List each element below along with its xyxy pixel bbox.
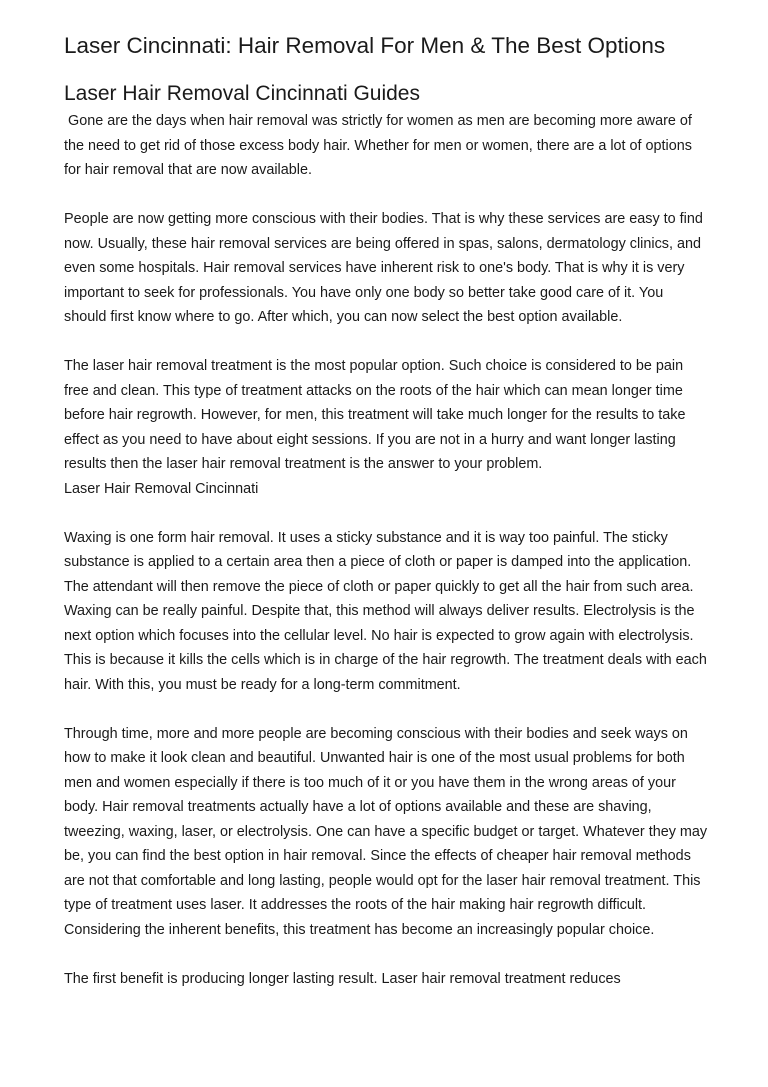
- document-page: [64, 30, 709, 1016]
- paragraph-link-text: Laser Hair Removal Cincinnati: [64, 480, 259, 497]
- paragraph-services: People are now getting more conscious with their bodies. That is why these services are easy to find now. Usually, these hair removal services are being offered in spas, salons, dermatology clinics, and even some hospitals. Hair removal services have inherent risk to one's body. That is why it is very important to seek for professionals. You have only one body so better take good care of it. You should first know where to go. After which, you can now select the best option available.: [64, 211, 703, 325]
- paragraph-laser-treatment: The laser hair removal treatment is the most popular option. Such choice is considered to be pain free and clean. This type of treatment attacks on the roots of the hair which can mean longer time before hair regrowth. However, for men, this treatment will take much longer for the results to take effect as you need to have about eight sessions. If you are not in a hurry and want longer lasting results then the laser hair removal treatment is the answer to your problem.: [64, 358, 686, 472]
- paragraph-options: Through time, more and more people are becoming conscious with their bodies and seek ways on how to make it look clean and beautiful. Unwanted hair is one of the most usual problems for both men and women especially if there is too much of it or you have them in the wrong areas of your body. Hair removal treatments actually have a lot of options available and these are shaving, tweezing, waxing, laser, or electrolysis. One can have a specific budget or target. Whatever they may be, you can find the best option in hair removal. Since the effects of cheaper hair removal methods are not that comfortable and long lasting, people would opt for the laser hair removal treatment. This type of treatment uses laser. It addresses the roots of the hair making hair regrowth difficult. Considering the inherent benefits, this treatment has become an increasingly popular choice.: [64, 725, 708, 938]
- paragraph-intro: Gone are the days when hair removal was strictly for women as men are becoming more aware of the need to get rid of those excess body hair. Whether for men or women, there are a lot of options for hair removal that are now available.: [64, 113, 692, 178]
- document-subtitle: Laser Hair Removal Cincinnati Guides: [64, 82, 420, 105]
- document-title: Laser Cincinnati: Hair Removal For Men & The Best Options: [64, 33, 666, 58]
- paragraph-waxing: Waxing is one form hair removal. It uses a sticky substance and it is way too painful. The sticky substance is applied to a certain area then a piece of cloth or paper is damped into the application. The attendant will then remove the piece of cloth or paper quickly to get all the hair from such area. Waxing can be really painful. Despite that, this method will always deliver results. Electrolysis is the next option which focuses into the cellular level. No hair is expected to grow again with electrolysis. This is because it kills the cells which is in charge of the hair regrowth. The treatment deals with each hair. With this, you must be ready for a long-term commitment.: [64, 529, 707, 693]
- paragraph-benefits: The first benefit is producing longer lasting result. Laser hair removal treatment reduces: [64, 970, 621, 987]
